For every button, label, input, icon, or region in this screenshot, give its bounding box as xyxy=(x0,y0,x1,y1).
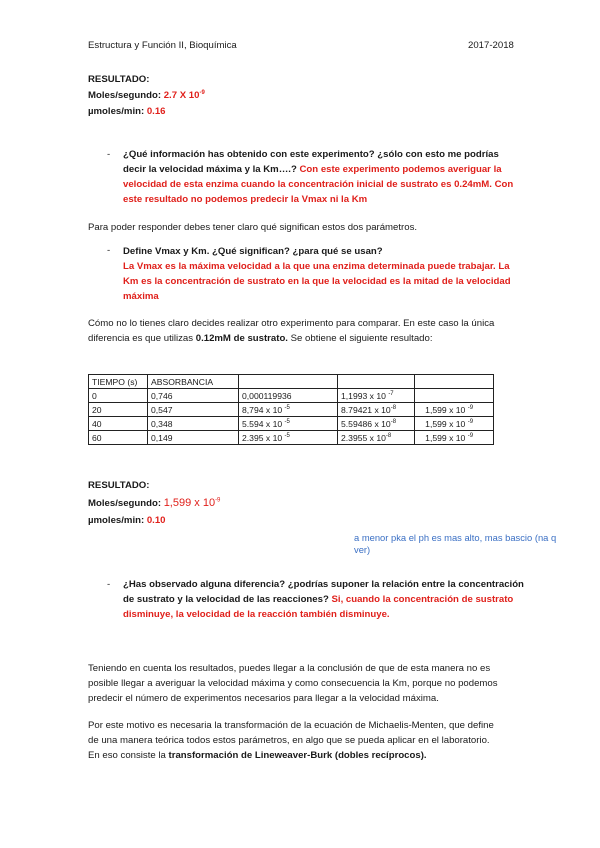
absorbance-table xyxy=(88,374,494,445)
table-cell: 2.3955 x $10^{-8}$ xyxy=(338,431,415,445)
table-cell: 2.395 x 10 $^{-5}$ xyxy=(239,431,338,445)
q1-line1: ¿Qué información has obtenido con este experimento? ¿sólo con esto me podrías xyxy=(123,149,499,160)
q3-dash: - xyxy=(107,579,111,590)
table-cell: 8,794 x 10 $^{-5}$ xyxy=(239,403,338,417)
table-cell: 0,746 xyxy=(148,389,239,403)
q2-answer-line2: Km es la concentración de sustrato en la que la velocidad es la mitad de la velocidad xyxy=(123,276,511,287)
table-cell: 40 xyxy=(89,417,148,431)
result1-umol xyxy=(88,106,166,117)
header-year: 2017-2018 xyxy=(468,40,514,51)
result2-umol-label: µmoles/min: xyxy=(88,515,145,526)
table-header-cell: ABSORBANCIA xyxy=(148,375,239,389)
result2-moles-value: 1,599 x $10^{-9}$ xyxy=(163,497,221,509)
table-cell: 0,149 xyxy=(148,431,239,445)
table-header-row xyxy=(89,375,494,389)
result1-heading: RESULTADO: xyxy=(88,74,150,85)
table-cell: 1,599 x 10 $^{-9}$ xyxy=(415,403,494,417)
table-row xyxy=(89,431,494,445)
table-header-cell xyxy=(338,375,415,389)
table-cell: 5.594 x 10 $^{-5}$ xyxy=(239,417,338,431)
annotation-line2: ver) xyxy=(354,544,371,555)
table-cell: 5.59486 x $10^{-8}$ xyxy=(338,417,415,431)
q1-block xyxy=(123,147,523,207)
result1-umol-label: µmoles/min: xyxy=(88,106,145,117)
table-cell: 0 xyxy=(89,389,148,403)
para-conclusion: Teniendo en cuenta los resultados, puedes llegar a la conclusión de que de esta manera no es posible llegar a averiguar la velocidad máxima y como consecuencia la Km, porque no podemos predecir el número de experimentos necesarios para llegar a la velocidad máxima. xyxy=(88,663,498,704)
table-row xyxy=(89,389,494,403)
table-row xyxy=(89,403,494,417)
table-cell: 60 xyxy=(89,431,148,445)
table-cell: 1,599 x 10 $^{-9}$ xyxy=(415,417,494,431)
annotation-line1: a menor pka el ph es mas alto, mas bascio (na q xyxy=(354,532,557,543)
q3-line1: ¿Has observado alguna diferencia? ¿podrías suponer la relación entre la concentración xyxy=(123,579,524,590)
result1-moles-label: Moles/segundo: xyxy=(88,90,162,101)
table-cell: 0,000119936 xyxy=(239,389,338,403)
para-parameters: Para poder responder debes tener claro qué significan estos dos parámetros. xyxy=(88,222,418,233)
q3-block xyxy=(123,577,523,622)
table-cell: 20 xyxy=(89,403,148,417)
q1-dash: - xyxy=(107,149,111,160)
q2-answer-line1: La Vmax es la máxima velocidad a la que una enzima determinada puede trabajar. La xyxy=(123,261,510,272)
table-cell: 0,547 xyxy=(148,403,239,417)
q2-dash: - xyxy=(107,245,111,256)
result1-moles xyxy=(88,90,205,101)
q1-line2: decir la velocidad máxima y la Km….? Con este experimento podemos averiguar la xyxy=(123,164,502,175)
table-cell: 0,348 xyxy=(148,417,239,431)
result2-moles xyxy=(88,497,220,509)
table-cell: 1,1993 x 10 $^{-7}$ xyxy=(338,389,415,403)
annotation-comment xyxy=(354,532,594,556)
table-cell xyxy=(415,389,494,403)
q3-line2: de sustrato y la velocidad de las reacciones? Si, cuando la concentración de sustrato xyxy=(123,594,514,605)
q1-line3: velocidad de esta enzima cuando la concentración inicial de sustrato es 0.24mM. Con xyxy=(123,179,514,190)
q1-line4: este resultado no podemos predecir la Vmax ni la Km xyxy=(123,194,368,205)
result2-umol-value: 0.10 xyxy=(146,515,166,526)
table-header-cell xyxy=(415,375,494,389)
q2-block xyxy=(123,244,523,304)
table-row xyxy=(89,417,494,431)
result2-moles-label: Moles/segundo: xyxy=(88,498,164,509)
table-cell: 1,599 x 10 $^{-9}$ xyxy=(415,431,494,445)
table-cell: 8.79421 x $10^{-8}$ xyxy=(338,403,415,417)
result1-umol-value: 0.16 xyxy=(146,106,166,117)
header-course: Estructura y Función II, Bioquímica xyxy=(88,40,237,51)
q3-line3: disminuye, la velocidad de la reacción también disminuye. xyxy=(123,609,390,620)
para-lineweaver-burk: Por este motivo es necesaria la transformación de la ecuación de Michaelis-Menten, que define de una manera teórica todos estos parámetros, en algo que se pueda aplicar en el laboratorio. En eso consiste la transformación de Lineweaver-Burk (dobles recíprocos). xyxy=(88,720,494,761)
para-experiment: Cómo no lo tienes claro decides realizar otro experimento para comparar. En este caso la única diferencia es que utilizas 0.12mM de sustrato. Se obtiene el siguiente resultado: xyxy=(88,318,495,344)
result2-heading: RESULTADO: xyxy=(88,480,150,491)
table-header-cell: TIEMPO (s) xyxy=(89,375,148,389)
result1-moles-value: 2.7 X $10^{-9}$ xyxy=(163,89,205,101)
result2-umol xyxy=(88,515,166,526)
q2-answer-line3: máxima xyxy=(123,291,159,302)
q2-question: Define Vmax y Km. ¿Qué significan? ¿para qué se usan? xyxy=(123,246,383,257)
table-header-cell xyxy=(239,375,338,389)
